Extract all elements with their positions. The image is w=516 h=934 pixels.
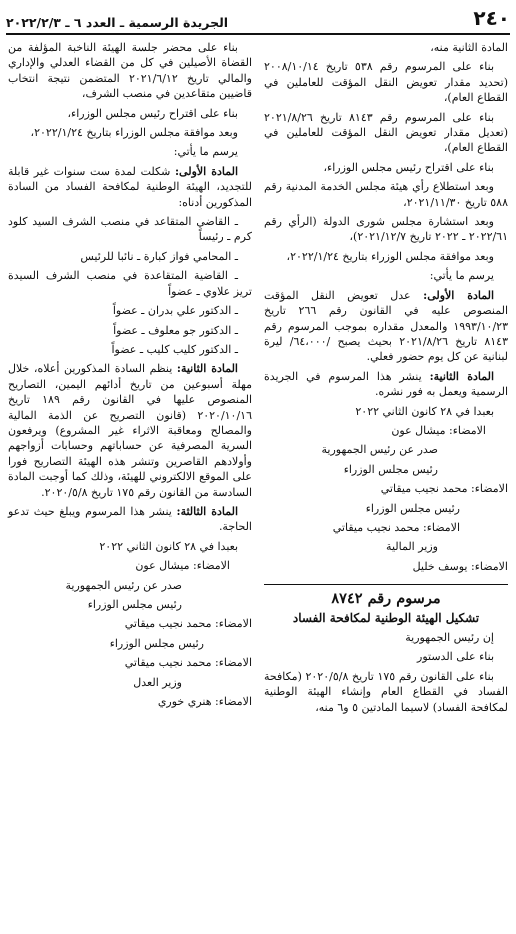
section-divider bbox=[264, 584, 508, 585]
signatory-title: وزير المالية bbox=[386, 540, 438, 554]
member-item: ـ الدكتور علي بدران ـ عضواً bbox=[112, 304, 238, 318]
page-number: ٢٤٠ bbox=[473, 6, 510, 30]
paragraph: وبعد موافقة مجلس الوزراء بتاريخ ٢٠٢٢/١/٢٤، bbox=[30, 126, 238, 140]
article-label: المادة الثالثة: bbox=[176, 504, 238, 518]
signature: الامضاء: محمد نجيب ميقاتي bbox=[380, 482, 508, 496]
signatory-title: وزير العدل bbox=[133, 675, 182, 689]
signature: الامضاء: يوسف خليل bbox=[412, 559, 508, 573]
article-text: شكلت لمدة ست سنوات غير قابلة للتجديد، الهيئة الوطنية لمكافحة الفساد من السادة المذكورين أدناه: bbox=[8, 164, 252, 209]
signatory-title: رئيس مجلس الوزراء bbox=[109, 636, 204, 650]
article-2 bbox=[8, 361, 252, 500]
paragraph: وبعد استطلاع رأي هيئة مجلس الخدمة المدنية رقم ٥٨٨ تاريخ ٢٠٢١/١١/٣٠، bbox=[264, 180, 508, 209]
paragraph: وبعد استشارة مجلس شورى الدولة (الرأي رقم ٢٠٢٢/٦١ ـ ٢٠٢٢ تاريخ ٢٠٢١/١٢/٧)، bbox=[264, 215, 508, 244]
page-header bbox=[6, 6, 510, 30]
signatory-title: رئيس مجلس الوزراء bbox=[365, 501, 460, 515]
signatory-title: رئيس مجلس الوزراء bbox=[87, 598, 182, 611]
decree-title: مرسوم رقم ٨٧٤٢ bbox=[331, 590, 441, 608]
decree-subtitle: تشكيل الهيئة الوطنية لمكافحة الفساد bbox=[292, 610, 480, 625]
article-label: المادة الأولى: bbox=[175, 164, 239, 178]
signatory-title: رئيس مجلس الوزراء bbox=[343, 462, 438, 476]
article-2 bbox=[264, 369, 508, 400]
left-column bbox=[8, 40, 252, 713]
paragraph: المادة الثانية منه، bbox=[430, 41, 508, 54]
signature: الامضاء: محمد نجيب ميقاتي bbox=[332, 520, 460, 534]
issued-by: صدر عن رئيس الجمهورية bbox=[65, 578, 182, 592]
signature: الامضاء: محمد نجيب ميقاتي bbox=[124, 617, 252, 631]
paragraph: إن رئيس الجمهورية bbox=[405, 631, 494, 644]
header-rule bbox=[6, 33, 510, 35]
paragraph: بناء على المرسوم رقم ٥٣٨ تاريخ ٢٠٠٨/١٠/١٤ (تحديد مقدار تعويض النقل المؤقت للعاملين في القطاع العام)، bbox=[264, 60, 508, 105]
paragraph: بناء على محضر جلسة الهيئة الناخبة المؤلفة من القضاة الأصيلين في كل من القضاء العدلي والإداري والمالي تاريخ ٢٠٢١/٦/١٢ المتضمن نتيجة انتخاب قاضيين متقاعدين في منصب الشرف، bbox=[8, 41, 252, 101]
decree-formula: يرسم ما يأتي: bbox=[173, 145, 238, 159]
article-label: المادة الثانية: bbox=[176, 362, 238, 376]
signature: الامضاء: محمد نجيب ميقاتي bbox=[124, 656, 252, 670]
paragraph: بناء على المرسوم رقم ٨١٤٣ تاريخ ٢٠٢١/٨/٢٦ (تعديل مقدار تعويض النقل المؤقت للعاملين في القطاع العام)، bbox=[264, 110, 508, 155]
signature: الامضاء: ميشال عون bbox=[135, 559, 230, 573]
member-item: ـ الدكتور كليب كليب ـ عضواً bbox=[111, 342, 238, 356]
article-text: ينشر هذا المرسوم ويبلغ حيث تدعو الحاجة. bbox=[8, 504, 252, 534]
signature: الامضاء: هنري خوري bbox=[157, 695, 252, 709]
paragraph: بناء على اقتراح رئيس مجلس الوزراء، bbox=[323, 160, 494, 174]
paragraph: وبعد موافقة مجلس الوزراء بتاريخ ٢٠٢٢/١/٢٤، bbox=[286, 249, 494, 263]
article-1 bbox=[264, 288, 508, 365]
paragraph: بناء على الدستور bbox=[417, 650, 494, 664]
member-item: ـ القاضي المتقاعد في منصب الشرف السيد كلود كرم ـ رئيساً bbox=[8, 215, 252, 244]
article-1 bbox=[8, 164, 252, 210]
signing-date: بعبدا في ٢٨ كانون الثاني ٢٠٢٢ bbox=[99, 539, 238, 553]
member-item: ـ القاضية المتقاعدة في منصب الشرف السيدة تريز علاوي ـ عضواً bbox=[8, 269, 252, 298]
gazette-title: الجريدة الرسمية ـ العدد ٦ ـ ٢٠٢٢/٢/٣ bbox=[6, 15, 229, 30]
article-label: المادة الثانية: bbox=[429, 369, 494, 383]
article-text: عدل تعويض النقل المؤقت المنصوص عليه في القانون رقم ٢٦٦ تاريخ ١٩٩٣/١٠/٢٣ والمعدل مقداره بموجب المرسوم رقم ٨١٤٣ تاريخ ٢٠٢١/٨/٢٦ بحيث يصبح /٦٤،٠٠٠/ ليرة لبنانية عن كل يوم حضور فعلي. bbox=[264, 288, 508, 364]
article-label: المادة الأولى: bbox=[423, 288, 494, 302]
paragraph: بناء على القانون رقم ١٧٥ تاريخ ٢٠٢٠/٥/٨ (مكافحة الفساد في القطاع العام وإنشاء الهيئة الوطنية لمكافحة الفساد) لاسيما المادتين ٥ و٦ منه، bbox=[264, 669, 508, 714]
right-column bbox=[264, 40, 508, 719]
article-text: ينظم السادة المذكورين أعلاه، خلال مهلة أسبوعين من تاريخ أدائهم اليمين، التصاريح المنصوص عليها في القانون رقم ١٨٩ تاريخ ٢٠٢٠/١٠/١٦ (قانون التصريح عن الذمة المالية والمصالح ومعاقبة الاثراء غير المشروع) ويرفعون السرية المصرفية عن حساباتهم وحسابات أزواجهم وأولادهم القاصرين وتنشر هذه الهيئة التصاريح فورا على الموقع الالكتروني للهيئة، وذلك كما أوجبت المادة السادسة من القانون رقم ١٧٥ تاريخ ٢٠٢٠/٥/٨. bbox=[8, 362, 253, 499]
paragraph: بناء على اقتراح رئيس مجلس الوزراء، bbox=[67, 106, 238, 120]
article-3 bbox=[8, 504, 252, 535]
member-item: ـ الدكتور جو معلوف ـ عضواً bbox=[113, 323, 238, 337]
member-item: ـ المحامي فواز كبارة ـ نائبا للرئيس bbox=[80, 249, 238, 263]
signature: الامضاء: ميشال عون bbox=[391, 423, 486, 437]
article-text: ينشر هذا المرسوم في الجريدة الرسمية ويعمل به فور نشره. bbox=[264, 369, 508, 399]
signing-date: بعبدا في ٢٨ كانون الثاني ٢٠٢٢ bbox=[355, 404, 494, 418]
decree-formula: يرسم ما يأتي: bbox=[429, 269, 494, 283]
issued-by: صدر عن رئيس الجمهورية bbox=[321, 443, 438, 457]
